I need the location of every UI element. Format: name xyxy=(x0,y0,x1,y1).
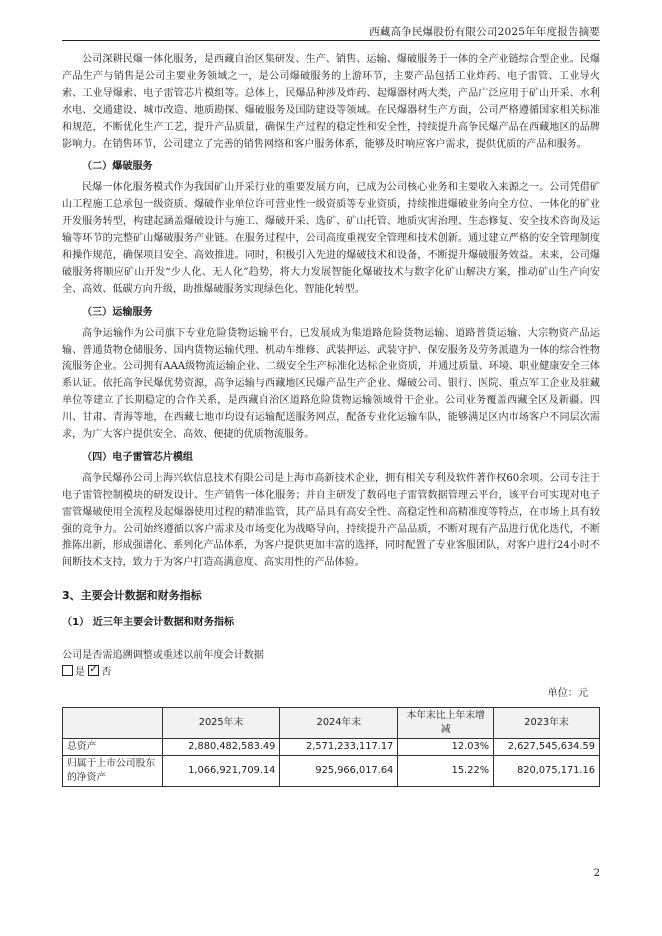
financial-table xyxy=(62,707,600,787)
table-header-cell: 2025年末 xyxy=(162,707,280,738)
table-cell: 1,066,921,709.14 xyxy=(162,755,280,786)
section-heading-blasting: （二）爆破服务 xyxy=(82,161,153,173)
table-cell: 820,075,171.16 xyxy=(494,755,600,786)
section-text-chip-module: 高争民爆孙公司上海兴软信息技术有限公司是上海市高新技术企业，拥有相关专利及软件著作权60余项。公司专注于电子雷管控制模块的研发设计、生产销售一体化服务；并自主研发了数码电子雷管数据管理云平台，该平台可实现对电子雷管爆破使用全流程及起爆器使用过程的精准监管，其产品具有高安全性、高稳定性和高精准度等特点，在市场上具有较强的竞争力。公司始终遵循以客户需求及市场变化为战略导向，持续提升产品品质，不断对现有产品进行优化迭代，不断推陈出新，形成强谱化、系列化产品体系，为客户提供更加丰富的选择，同时配置了专业客服团队，对客户进行24小时不间断技术支持，致力于为客户打造高满意度、高实用性的产品体验。 xyxy=(62,472,600,569)
section-heading-chip-module: （四）电子雷管芯片模组 xyxy=(82,451,194,463)
checkbox-no-checked-icon xyxy=(88,665,99,676)
section-chip-module xyxy=(62,450,600,572)
table-cell-label: 归属于上市公司股东的净资产 xyxy=(63,755,163,786)
intro-paragraph: 公司深耕民爆一体化服务，是西藏自治区集研发、生产、销售、运输、爆破服务于一体的全产业链综合型企业。民爆产品生产与销售是公司主要业务领域之一，是公司爆破服务的上游环节，主要产品包括工业炸药、电子雷管、工业导火索、工业导爆索、电子雷管芯片模组等。总体上，民爆品种涉及炸药、起爆器材两大类，产品广泛应用于矿山开采、水利水电、交通建设、城市改造、地质勘探、爆破服务及国防建设等领域。在民爆器材生产方面，公司严格遵循国家相关标准和规范，不断优化生产工艺，提升产品质量，确保生产过程的稳定性和安全性，持续提升高争民爆产品在西藏地区的品牌影响力。在销售环节，公司建立了完善的销售网络和客户服务体系，能够及时响应客户需求，提供优质的产品和服务。 xyxy=(62,54,600,150)
table-cell-label: 总资产 xyxy=(63,738,163,755)
table-cell: 2,571,233,117.17 xyxy=(280,738,398,755)
section-blasting xyxy=(62,159,600,298)
table-row xyxy=(63,755,600,786)
table-cell: 2,880,482,583.49 xyxy=(162,738,280,755)
table-cell: 2,627,545,634.59 xyxy=(494,738,600,755)
section-text-transport: 高争运输作为公司旗下专业危险货物运输平台，已发展成为集道路危险货物运输、道路普货运输、大宗物资产品运输、普通货物仓储服务、国内货物运输代理、机动车维修、武装押运、武装守护、保安服务及劳务派遣为一体的综合性物流服务企业。公司拥有AAA级物流运输企业、二级安全生产标准化达标企业资质，并通过质量、环境、职业健康安全三体系认证。依托高争民爆优势资源，高争运输与西藏地区民爆产品生产企业、爆破公司、银行、医院、重点军工企业及驻藏单位等建立了长期稳定的合作关系，是西藏自治区道路危险货物运输领域骨干企业。公司业务覆盖西藏全区及新疆、四川、甘肃、青海等地，在西藏七地市均设有运输配送服务网点，配备专业化运输车队，能够满足区内市场客户不同层次需求，为广大客户提供安全、高效、便捷的优质物流服务。 xyxy=(62,327,600,441)
restatement-options xyxy=(62,665,600,682)
table-header-cell: 本年末比上年末增减 xyxy=(398,707,494,738)
section-heading-transport: （三）运输服务 xyxy=(82,306,153,318)
financial-section-heading: 3、主要会计数据和财务指标 xyxy=(62,589,202,603)
restatement-question: 公司是否需追溯调整或重述以前年度会计数据 xyxy=(62,650,264,662)
table-header-cell: 2023年末 xyxy=(494,707,600,738)
table-cell: 925,966,017.64 xyxy=(280,755,398,786)
page-number: 2 xyxy=(593,868,600,879)
table-header-cell xyxy=(63,707,163,738)
option-no-label: 否 xyxy=(101,667,112,678)
table-cell: 15.22% xyxy=(398,755,494,786)
unit-label: 单位：元 xyxy=(547,687,588,699)
header-divider xyxy=(62,40,600,41)
table-row xyxy=(63,738,600,755)
checkbox-yes-icon xyxy=(62,665,73,676)
financial-subsection-heading: （1） 近三年主要会计数据和财务指标 xyxy=(62,617,235,629)
table-cell: 12.03% xyxy=(398,738,494,755)
option-yes-label: 是 xyxy=(75,667,86,678)
report-header-title: 西藏高争民爆股份有限公司2025年年度报告摘要 xyxy=(369,26,600,38)
table-header-cell: 2024年末 xyxy=(280,707,398,738)
page-content xyxy=(62,52,600,787)
section-transport xyxy=(62,305,600,444)
table-header-row xyxy=(63,707,600,738)
section-text-blasting: 民爆一体化服务模式作为我国矿山开采行业的重要发展方向，已成为公司核心业务和主要收入来源之一。公司凭借矿山工程施工总承包一级资质、爆破作业单位许可营业性一级资质等专业资质，持续推进爆破业务向全方位、一体化的矿业开发服务转型，构建起涵盖爆破设计与施工、爆破开采、选矿、矿山托管、地质灾害治理、生态修复、安全技术咨询及运输等环节的完整矿山爆破服务产业链。在服务过程中，公司高度重视安全管理和技术创新。通过建立严格的安全管理制度和操作规范，确保项目安全、高效推进。同时，积极引入先进的爆破技术和设备，不断提升爆破服务效益。未来，公司爆破服务将顺应矿山开发“少人化、无人化”趋势，将大力发展智能化爆破技术与数字化矿山解决方案，推动矿山生产向安全、高效、低碳方向升级，助推爆破服务实现绿色化、智能化转型。 xyxy=(62,182,600,295)
